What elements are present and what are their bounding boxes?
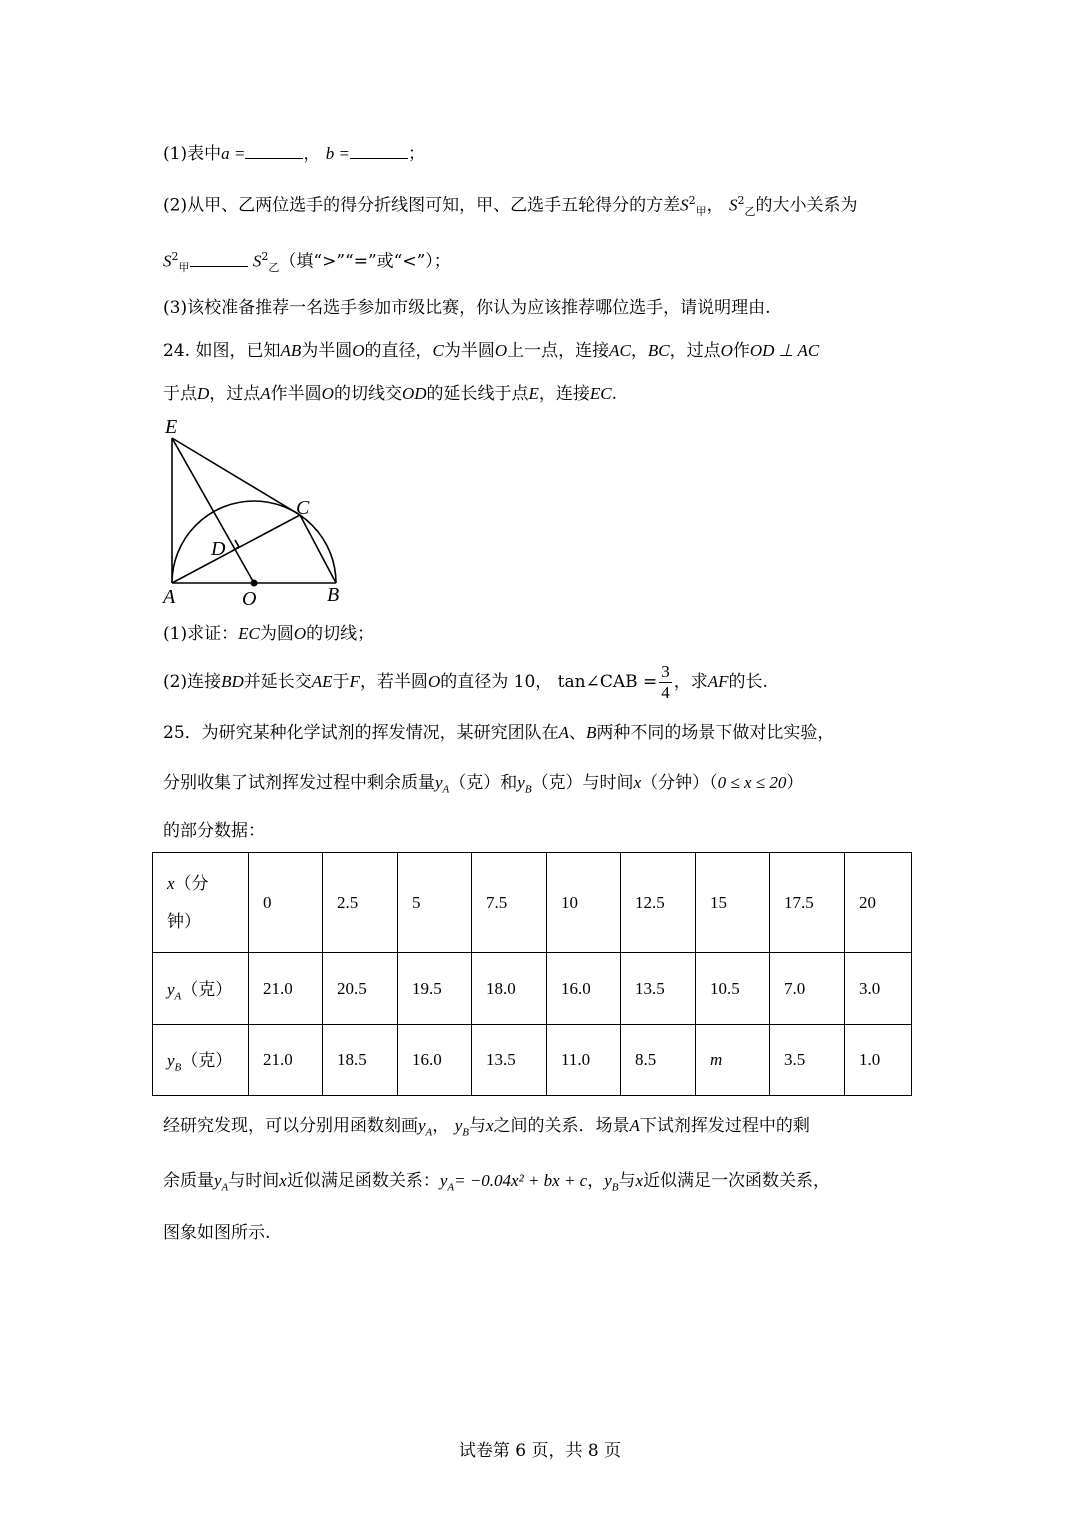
- table-cell: 19.5: [398, 953, 472, 1025]
- q24-part2: (2)连接BD并延长交AE于F，若半圆O的直径为 10， tan∠CAB = $\frac{3}{4}$ ，求AF的长.: [163, 662, 768, 702]
- table-row-x: [153, 853, 912, 953]
- table-cell: 12.5: [621, 853, 696, 953]
- label-e: E: [165, 416, 178, 438]
- table-cell: 15: [696, 853, 770, 953]
- table-cell: 2.5: [323, 853, 398, 953]
- table-cell: 13.5: [472, 1025, 547, 1096]
- answer-blank-a[interactable]: [245, 140, 303, 159]
- answer-blank-compare[interactable]: [190, 248, 248, 267]
- q23-part2: (2)从甲、乙两位选手的得分折线图可知，甲、乙选手五轮得分的方差$S^2_甲$， $S^2_乙$的大小关系为: [163, 194, 858, 219]
- label-o: O: [242, 588, 257, 610]
- table-row-ya: [153, 953, 912, 1025]
- table-header-x: x（分 钟）: [153, 853, 249, 953]
- table-cell-unknown-m: m: [696, 1025, 770, 1096]
- table-cell: 11.0: [547, 1025, 621, 1096]
- table-cell: 10.5: [696, 953, 770, 1025]
- table-cell: 18.0: [472, 953, 547, 1025]
- table-cell: 3.0: [845, 953, 912, 1025]
- q25-after2: 余质量$y_A$与时间x近似满足函数关系：$y_A= -0.04x^2$ + bx + c，$y_B$与x近似满足一次函数关系，: [163, 1171, 831, 1194]
- label-c: C: [296, 497, 310, 519]
- table-cell: 18.5: [323, 1025, 398, 1096]
- page-footer: 试卷第 6 页，共 8 页: [458, 1441, 622, 1461]
- table-cell: 20: [845, 853, 912, 953]
- q23-part2-fill: $S^2_甲$ $S^2_乙$（填“>”“=”或“<”）；: [163, 244, 451, 281]
- table-cell: 8.5: [621, 1025, 696, 1096]
- q24-part1: (1)求证：EC为圆O的切线；: [163, 624, 375, 644]
- q23-part1: (1)表中a = ， b = ；: [163, 140, 425, 167]
- table-cell: 7.0: [770, 953, 845, 1025]
- q23-part3: (3)该校准备推荐一名选手参加市级比赛，你认为应该推荐哪位选手，请说明理由.: [163, 298, 771, 318]
- q25-line1: 25．为研究某种化学试剂的挥发情况，某研究团队在A、B两种不同的场景下做对比实验，: [163, 723, 835, 743]
- table-cell: 3.5: [770, 1025, 845, 1096]
- segment-bc: [300, 515, 336, 583]
- table-cell: 20.5: [323, 953, 398, 1025]
- table-cell: 17.5: [770, 853, 845, 953]
- table-cell: 21.0: [249, 953, 323, 1025]
- label-d: D: [211, 538, 226, 560]
- label-b: B: [327, 584, 340, 606]
- center-point-o: [251, 580, 258, 587]
- label-a: A: [163, 586, 176, 608]
- q25-after3: 图象如图所示.: [163, 1223, 271, 1243]
- table-cell: 13.5: [621, 953, 696, 1025]
- fraction-three-quarters: $\frac{3}{4}$: [661, 662, 670, 702]
- q25-after1: 经研究发现，可以分别用函数刻画$y_A$， $y_B$与x之间的关系．场景A下试剂挥发过程中的剩: [163, 1116, 810, 1139]
- table-header-ya: $y_A$（克）: [153, 953, 249, 1025]
- table-cell: 0: [249, 853, 323, 953]
- table-cell: 1.0: [845, 1025, 912, 1096]
- table-header-yb: $y_B$（克）: [153, 1025, 249, 1096]
- q24-line1: 24. 如图，已知AB为半圆O的直径，C为半圆O上一点，连接AC，BC，过点O作OD ⊥ AC: [163, 341, 820, 361]
- table-cell: 21.0: [249, 1025, 323, 1096]
- table-cell: 16.0: [398, 1025, 472, 1096]
- semicircle-figure: [150, 410, 370, 610]
- table-cell: 5: [398, 853, 472, 953]
- table-cell: 7.5: [472, 853, 547, 953]
- data-table: [152, 852, 912, 1096]
- q25-line2: 分别收集了试剂挥发过程中剩余质量$y_A$（克）和$y_B$（克）与时间x（分钟）（0 ≤ x ≤ 20）: [163, 773, 804, 796]
- answer-blank-b[interactable]: [350, 140, 408, 159]
- q24-line2: 于点D，过点A作半圆O的切线交OD的延长线于点E，连接EC.: [163, 384, 618, 404]
- table-cell: 16.0: [547, 953, 621, 1025]
- table-cell: 10: [547, 853, 621, 953]
- q25-line3: 的部分数据：: [163, 821, 265, 841]
- table-row-yb: [153, 1025, 912, 1096]
